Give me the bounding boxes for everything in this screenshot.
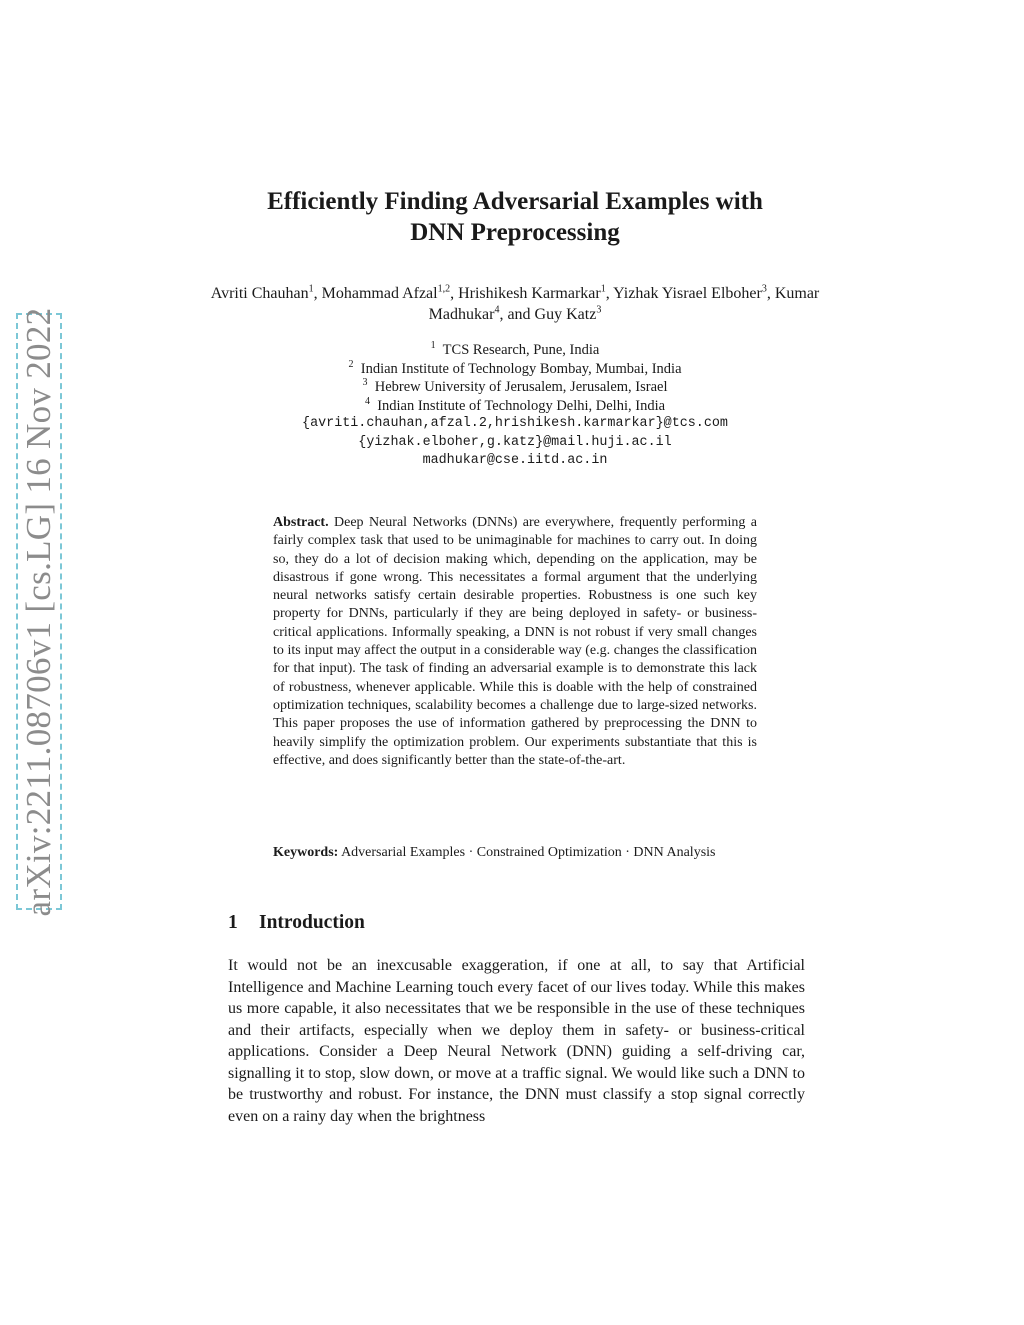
email-line: {avriti.chauhan,afzal.2,hrishikesh.karmarkar}@tcs.com xyxy=(302,416,728,431)
author-affil-mark: 1 xyxy=(308,283,314,295)
title-line-1: Efficiently Finding Adversarial Examples with xyxy=(267,188,763,215)
abstract xyxy=(273,514,757,770)
author-name: Avriti Chauhan xyxy=(210,285,309,302)
section-number: 1 xyxy=(228,912,238,933)
affiliation xyxy=(200,360,830,379)
keywords-text: Adversarial Examples · Constrained Optimization · DNN Analysis xyxy=(341,845,716,860)
author-separator: , and xyxy=(499,306,535,323)
affiliation-text: Hebrew University of Jerusalem, Jerusalem, Israel xyxy=(374,379,668,395)
title-line-2: DNN Preprocessing xyxy=(410,219,620,246)
author-name: Hrishikesh Karmarkar xyxy=(458,285,601,302)
affiliation-mark: 2 xyxy=(348,358,354,370)
introduction-paragraph: It would not be an inexcusable exaggeration, if one at all, to say that Artificial Intelligence and Machine Learning touch every facet of our lives today. While this makes us more capable, it also necessitates that we be responsible in the use of these techniques and their artifacts, especially when we deploy them in safety- or business-critical applications. Consider a Deep Neural Network (DNN) guiding a self-driving car, signalling it to stop, slow down, or move at a traffic signal. We would like such a DNN to be trustworthy and robust. For instance, the DNN must classify a stop signal correctly even on a rainy day when the brightness xyxy=(228,957,805,1125)
author-list xyxy=(200,283,830,325)
author-affil-mark: 4 xyxy=(494,304,500,316)
affiliation-mark: 4 xyxy=(364,395,370,407)
affiliation-text: Indian Institute of Technology Bombay, Mumbai, India xyxy=(360,360,682,377)
affiliation-text: Indian Institute of Technology Delhi, Delhi, India xyxy=(377,397,666,414)
author-affil-mark: 3 xyxy=(596,304,602,316)
keywords xyxy=(273,844,757,862)
email-line: madhukar@cse.iitd.ac.in xyxy=(422,453,608,468)
author-affil-mark: 1,2 xyxy=(437,283,451,295)
paper-title xyxy=(200,186,830,248)
affiliation xyxy=(200,397,830,416)
author-separator: , xyxy=(766,285,775,302)
affiliation-mark: 1 xyxy=(430,340,436,352)
keywords-label: Keywords: xyxy=(273,845,339,860)
author-name: Kumar Madhukar xyxy=(428,285,820,323)
abstract-label: Abstract. xyxy=(273,515,329,530)
author-name: Mohammad Afzal xyxy=(321,285,438,302)
abstract-text: Deep Neural Networks (DNNs) are everywhere, frequently performing a fairly complex task that used to be unimaginable for machines to carry out. In doing so, they do a lot of decision making which, depending on the application, may be disastrous if gone wrong. This necessitates a formal argument that the underlying neural networks satisfy certain desirable properties. Robustness is one such key property for DNNs, particularly if they are being deployed in safety- or business-critical applications. Informally speaking, a DNN is not robust if very small changes to its input may affect the output in a considerable way (e.g. changes the classification for that input). The task of finding an adversarial example is to demonstrate this lack of robustness, whenever applicable. While this is doable with the help of constrained optimization techniques, scalability becomes a challenge due to large-sized networks. This paper proposes the use of information gathered by preprocessing the DNN to heavily simplify the optimization problem. Our experiments substantiate that this is effective, and does significantly better than the state-of-the-art. xyxy=(273,515,757,768)
affiliation-list xyxy=(200,341,830,471)
email-line: {yizhak.elboher,g.katz}@mail.huji.ac.il xyxy=(358,434,672,450)
author-affil-mark: 3 xyxy=(761,283,767,295)
section-heading-introduction xyxy=(228,912,365,934)
author-separator: , xyxy=(313,285,322,302)
author-name: Yizhak Yisrael Elboher xyxy=(613,285,762,302)
section-title: Introduction xyxy=(259,912,365,933)
affiliation xyxy=(200,378,830,397)
affiliation-text: TCS Research, Pune, India xyxy=(442,342,600,358)
arxiv-stamp xyxy=(16,307,62,916)
affiliation xyxy=(200,341,830,360)
affiliation-mark: 3 xyxy=(362,377,368,389)
author-name: Guy Katz xyxy=(534,306,597,323)
author-separator: , xyxy=(605,285,614,302)
author-affil-mark: 1 xyxy=(600,283,606,295)
author-separator: , xyxy=(450,285,459,302)
arxiv-stamp-text: arXiv:2211.08706v1 [cs.LG] 16 Nov 2022 xyxy=(19,307,58,916)
